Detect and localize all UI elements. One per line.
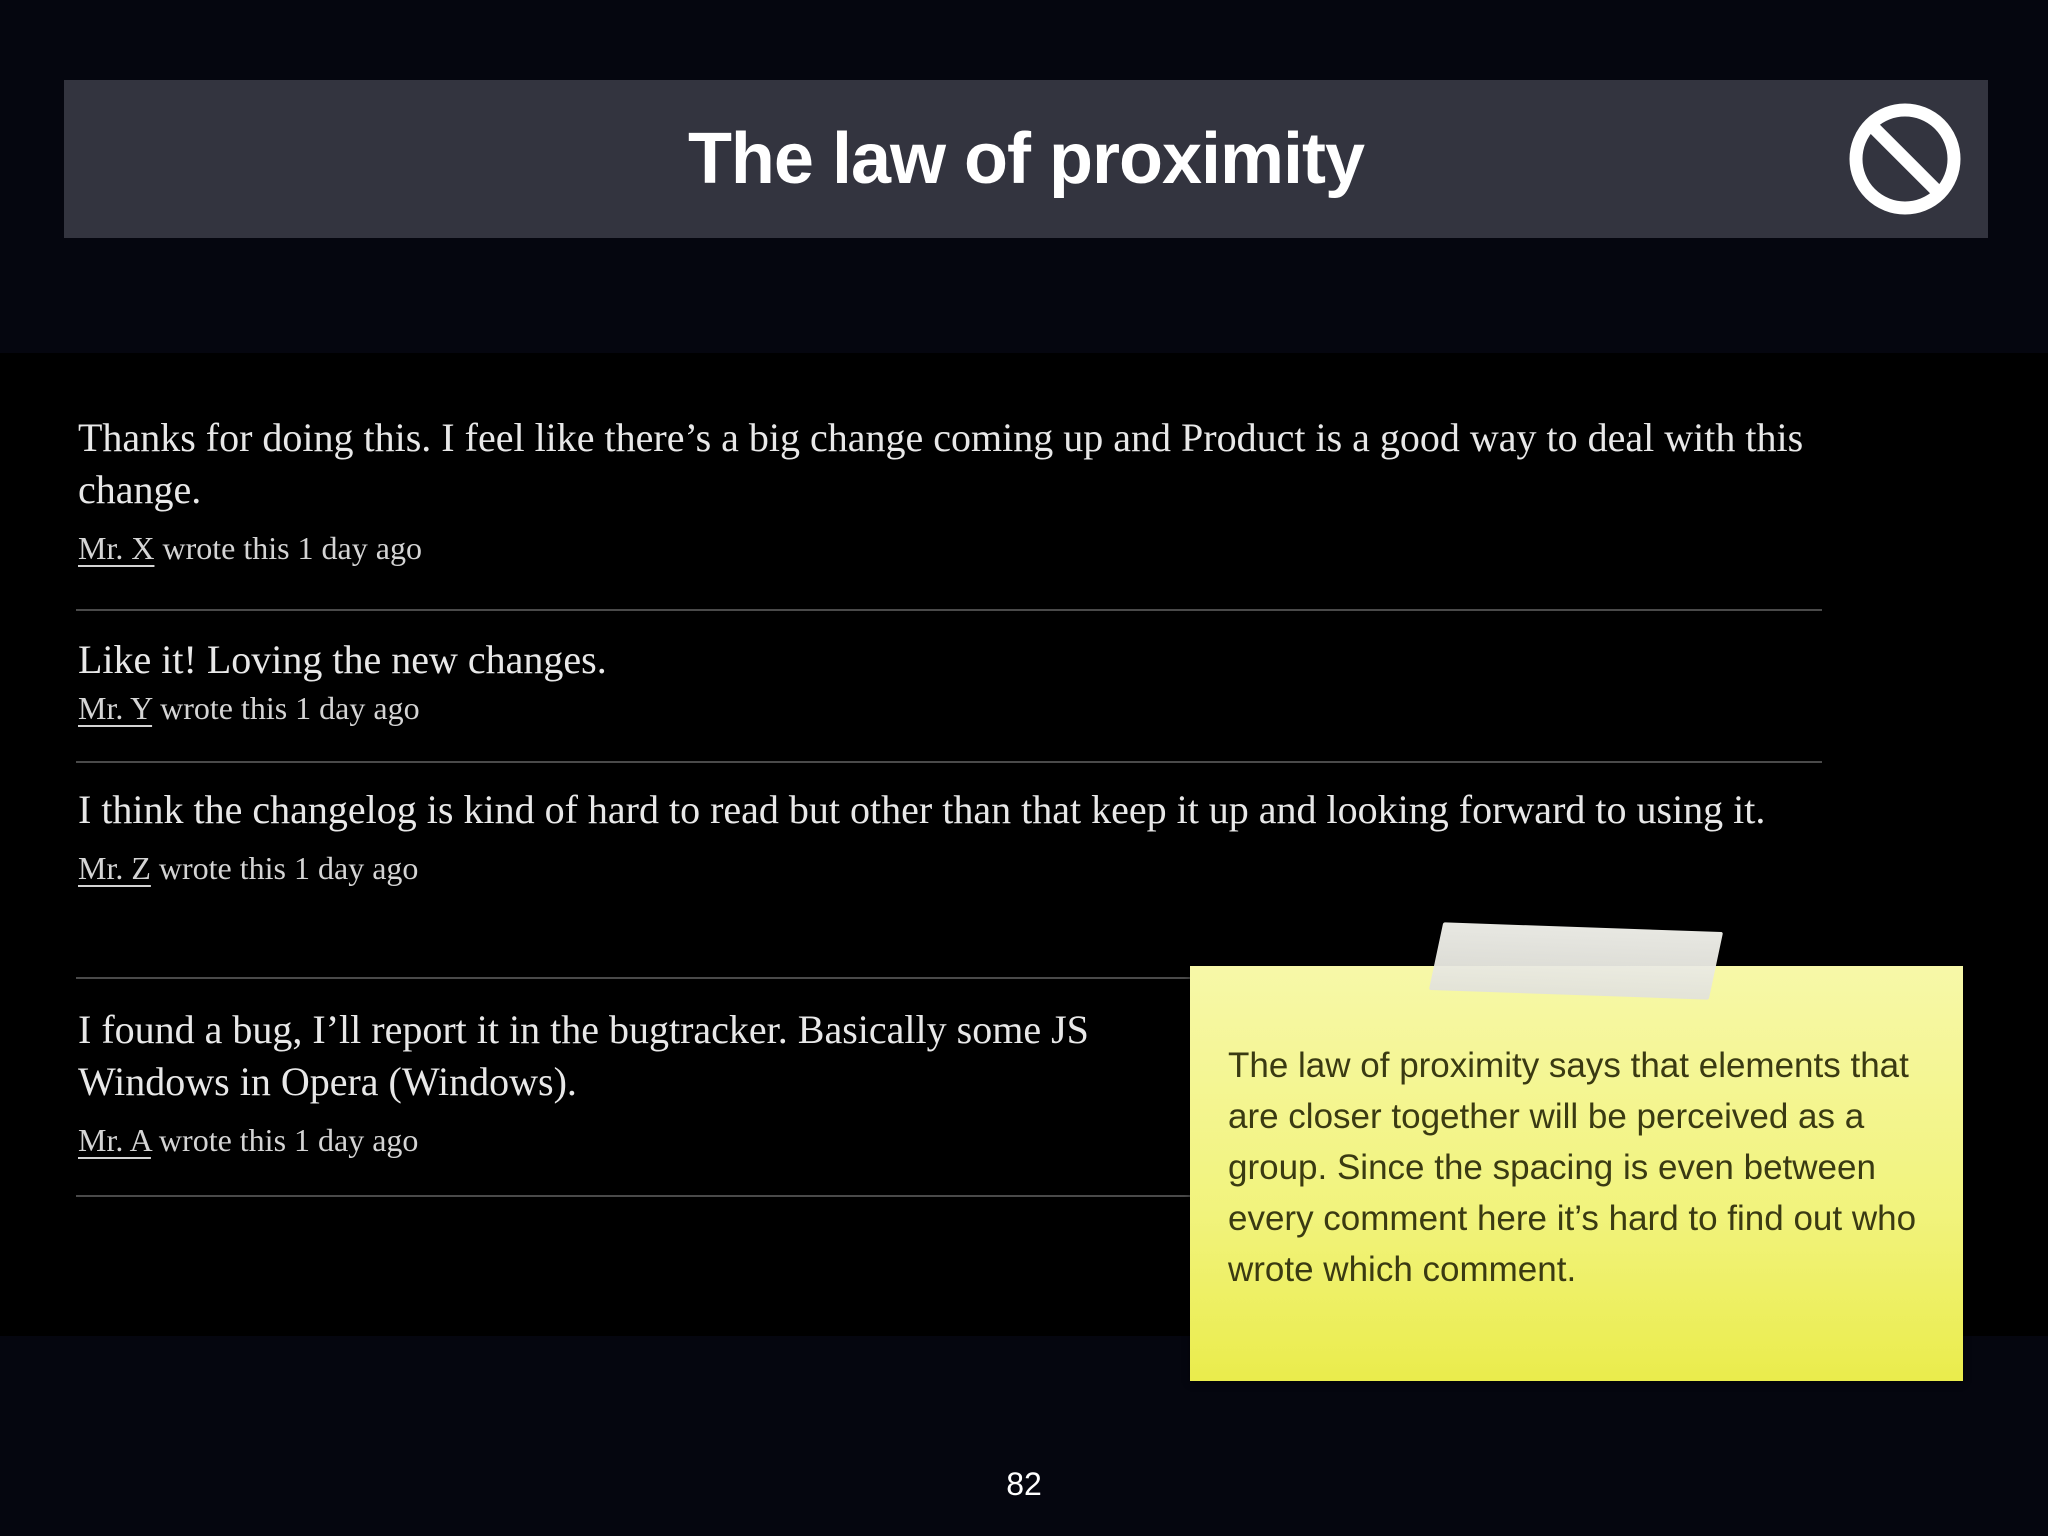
- comment-timestamp: wrote this 1 day ago: [152, 690, 420, 726]
- comment-timestamp: wrote this 1 day ago: [150, 1122, 419, 1158]
- comment-text: Thanks for doing this. I feel like there’s a big change coming up and Product is a good way to deal with this change.: [78, 415, 1804, 512]
- page-number: 82: [1006, 1466, 1042, 1502]
- comment-1: [78, 412, 1822, 568]
- comment-meta: [78, 688, 1822, 728]
- comment-timestamp: wrote this 1 day ago: [154, 530, 422, 566]
- title-bar: [64, 80, 1988, 238]
- comment-divider: [76, 761, 1822, 763]
- comment-meta: [78, 528, 1822, 568]
- comment-meta: [78, 848, 1822, 888]
- slide-title: The law of proximity: [687, 119, 1365, 199]
- comment-text: Like it! Loving the new changes.: [78, 637, 607, 682]
- comment-divider: [76, 609, 1822, 611]
- comment-author-link[interactable]: Mr. A: [78, 1122, 151, 1158]
- comment-2: [78, 634, 1822, 728]
- comment-timestamp: wrote this 1 day ago: [150, 850, 419, 886]
- comment-text-line-1: I found a bug, I’ll report it in the bugtracker. Basically some JS: [78, 1007, 1089, 1052]
- sticky-note-text: The law of proximity says that elements that are closer together will be perceived as a group. Since the spacing is even between every comment here it’s hard to find out who wrote which comment.: [1228, 1046, 1917, 1289]
- comment-author-link[interactable]: Mr. Y: [78, 690, 153, 726]
- sticky-note: [1190, 966, 1963, 1381]
- comment-text-line-2: Windows in Opera (Windows).: [78, 1059, 577, 1104]
- comment-text: I think the changelog is kind of hard to read but other than that keep it up and looking forward to using it.: [78, 787, 1766, 832]
- comment-author-link[interactable]: Mr. Z: [78, 850, 151, 886]
- tape-strip: [1429, 922, 1723, 999]
- comment-3: [78, 784, 1822, 888]
- prohibited-icon: [1848, 102, 1962, 216]
- comment-author-link[interactable]: Mr. X: [78, 530, 155, 566]
